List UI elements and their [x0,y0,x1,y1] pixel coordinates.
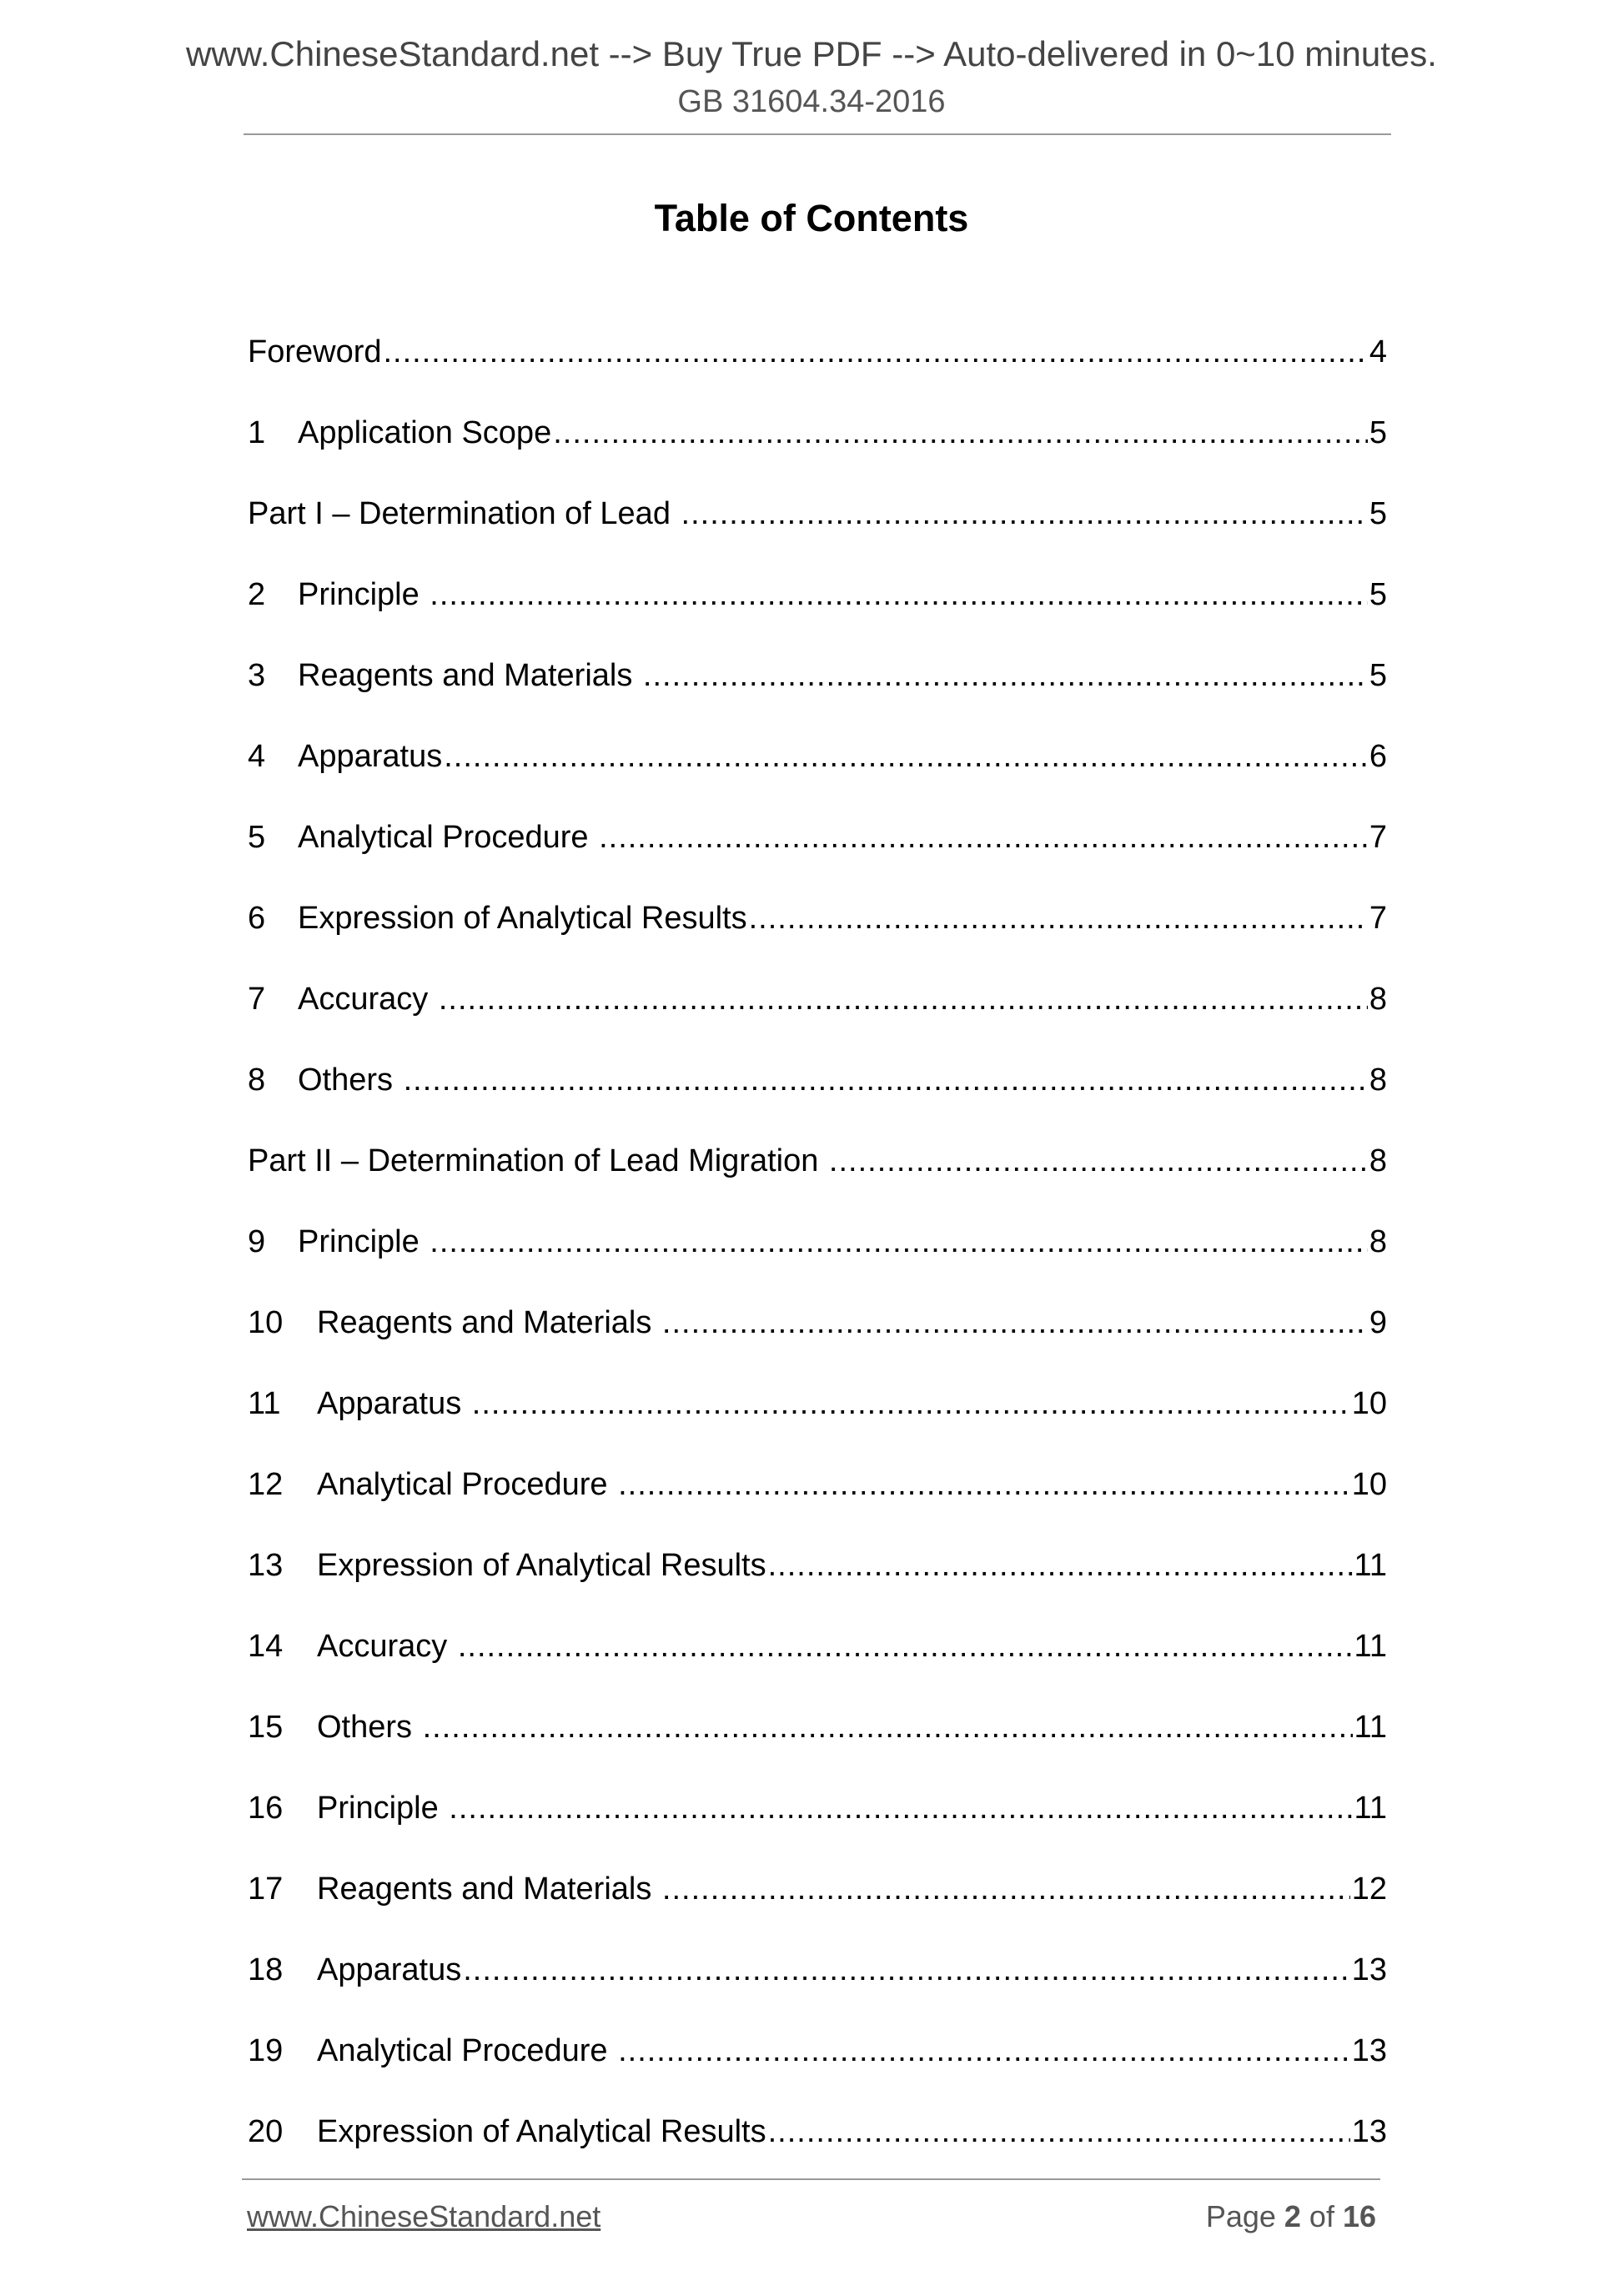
dot-leader [829,1121,1368,1202]
toc-entry-label: Reagents and Materials [317,1871,661,1907]
toc-entry-label: Expression of Analytical Results [317,2114,766,2149]
toc-entry[interactable] [248,1606,1387,1687]
toc-entry-page: 8 [1369,982,1387,1017]
toc-entry-page: 11 [1354,1710,1387,1745]
toc-entry[interactable] [248,2011,1387,2092]
toc-entry-number: 11 [248,1386,281,1421]
toc-entry-number: 14 [248,1629,284,1664]
dot-leader [553,393,1368,474]
page-title: Table of Contents [654,197,969,239]
dot-leader [768,2092,1350,2173]
dot-leader [463,1930,1349,2011]
dot-leader [439,959,1368,1040]
toc-entry-label: Analytical Procedure [317,1467,617,1502]
toc-entry[interactable] [248,1364,1387,1444]
toc-entry-label: Others [298,1063,402,1098]
toc-entry-page: 5 [1369,658,1387,693]
dot-leader [618,2011,1350,2092]
toc-entry-label: Reagents and Materials [317,1305,661,1340]
toc-entry-number: 13 [248,1548,284,1583]
page-of: of [1300,2199,1343,2233]
header-divider [244,133,1391,135]
toc-entry-page: 8 [1369,1143,1387,1178]
toc-entry[interactable] [248,716,1387,797]
dot-leader [618,1444,1350,1525]
toc-entry-label: Accuracy [298,982,437,1017]
toc-entry-number: 3 [248,658,266,693]
toc-entry-number: 1 [248,415,266,450]
dot-leader [599,797,1368,878]
toc-entry-page: 13 [1351,1952,1387,1987]
toc-entry[interactable] [248,474,1387,555]
dot-leader [472,1364,1350,1444]
toc-entry-page: 5 [1369,415,1387,450]
toc-entry-number: 17 [248,1871,284,1907]
dot-leader [430,555,1368,636]
toc-entry-page: 13 [1351,2033,1387,2068]
toc-entry[interactable] [248,878,1387,959]
dot-leader [643,636,1368,716]
toc-entry-page: 8 [1369,1224,1387,1259]
doc-code: GB 31604.34-2016 [677,84,946,119]
dot-leader [449,1768,1352,1849]
toc-entry-label: Application Scope [298,415,552,450]
page-prefix: Page [1205,2199,1284,2233]
header-banner: www.ChineseStandard.net --> Buy True PDF --> Auto-delivered in 0~10 minutes. [186,34,1437,73]
toc-entry[interactable] [248,1202,1387,1283]
toc-entry-number: 16 [248,1791,284,1826]
dot-leader [404,1040,1368,1121]
toc-entry-page: 11 [1354,1548,1387,1583]
dot-leader [384,312,1368,393]
toc-entry-label: Analytical Procedure [317,2033,617,2068]
footer-divider [242,2178,1380,2180]
toc-entry-number: 18 [248,1952,284,1987]
toc-entry-label: Principle [298,1224,429,1259]
dot-leader [458,1606,1353,1687]
dot-leader [423,1687,1353,1768]
dot-leader [662,1283,1368,1364]
toc-entry[interactable] [248,959,1387,1040]
toc-entry-number: 10 [248,1305,284,1340]
toc-entry-number: 15 [248,1710,284,1745]
toc-entry[interactable] [248,1525,1387,1606]
toc-entry-page: 8 [1369,1063,1387,1098]
dot-leader [444,716,1368,797]
total-pages: 16 [1342,2199,1376,2233]
toc-entry-label: Reagents and Materials [298,658,641,693]
toc-entry[interactable] [248,1768,1387,1849]
toc-entry-page: 10 [1351,1386,1387,1421]
footer-website-link[interactable]: www.ChineseStandard.net [247,2199,601,2233]
toc-entry[interactable] [248,1930,1387,2011]
toc-entry-page: 4 [1369,334,1387,369]
toc-entry-label: Apparatus [317,1386,470,1421]
toc-entry-page: 11 [1354,1791,1387,1826]
toc-entry-number: 5 [248,820,266,855]
toc-entry-page: 13 [1351,2114,1387,2149]
toc-entry[interactable] [248,636,1387,716]
toc-entry[interactable] [248,393,1387,474]
page-indicator [1206,2198,1376,2235]
toc-entry-page: 10 [1351,1467,1387,1502]
toc-entry-number: 7 [248,982,266,1017]
toc-entry[interactable] [248,312,1387,393]
toc-entry-label: Expression of Analytical Results [317,1548,766,1583]
toc-entry-number: 8 [248,1063,266,1098]
toc-entry-label: Apparatus [317,1952,462,1987]
current-page: 2 [1284,2199,1301,2233]
toc-entry[interactable] [248,1283,1387,1364]
toc-entry-label: Analytical Procedure [298,820,598,855]
toc-entry-page: 7 [1369,901,1387,936]
table-of-contents [248,312,1387,2173]
dot-leader [430,1202,1368,1283]
toc-entry[interactable] [248,1121,1387,1202]
toc-entry-page: 7 [1369,820,1387,855]
toc-entry-page: 12 [1351,1871,1387,1907]
toc-entry[interactable] [248,1687,1387,1768]
dot-leader [749,878,1368,959]
toc-entry-label: Principle [298,577,429,612]
toc-entry-page: 5 [1369,577,1387,612]
toc-entry-label: Part II – Determination of Lead Migration [248,1143,827,1178]
toc-entry[interactable] [248,2092,1387,2173]
dot-leader [768,1525,1353,1606]
toc-entry-page: 11 [1354,1629,1387,1664]
toc-entry-label: Apparatus [298,739,443,774]
toc-entry[interactable] [248,1444,1387,1525]
toc-entry-label: Accuracy [317,1629,456,1664]
toc-entry-number: 9 [248,1224,266,1259]
toc-entry-page: 9 [1369,1305,1387,1340]
toc-entry-number: 20 [248,2114,284,2149]
toc-entry-label: Principle [317,1791,448,1826]
dot-leader [681,474,1368,555]
toc-entry-number: 6 [248,901,266,936]
toc-entry-number: 4 [248,739,266,774]
toc-entry-number: 12 [248,1467,284,1502]
toc-entry-label: Others [317,1710,421,1745]
toc-entry-label: Expression of Analytical Results [298,901,747,936]
toc-entry-label: Part I – Determination of Lead [248,496,680,531]
toc-entry[interactable] [248,555,1387,636]
toc-entry[interactable] [248,1849,1387,1930]
dot-leader [662,1849,1350,1930]
toc-entry-label: Foreword [248,334,382,369]
toc-entry[interactable] [248,797,1387,878]
toc-entry-page: 5 [1369,496,1387,531]
toc-entry-page: 6 [1369,739,1387,774]
toc-entry[interactable] [248,1040,1387,1121]
toc-entry-number: 19 [248,2033,284,2068]
toc-entry-number: 2 [248,577,266,612]
